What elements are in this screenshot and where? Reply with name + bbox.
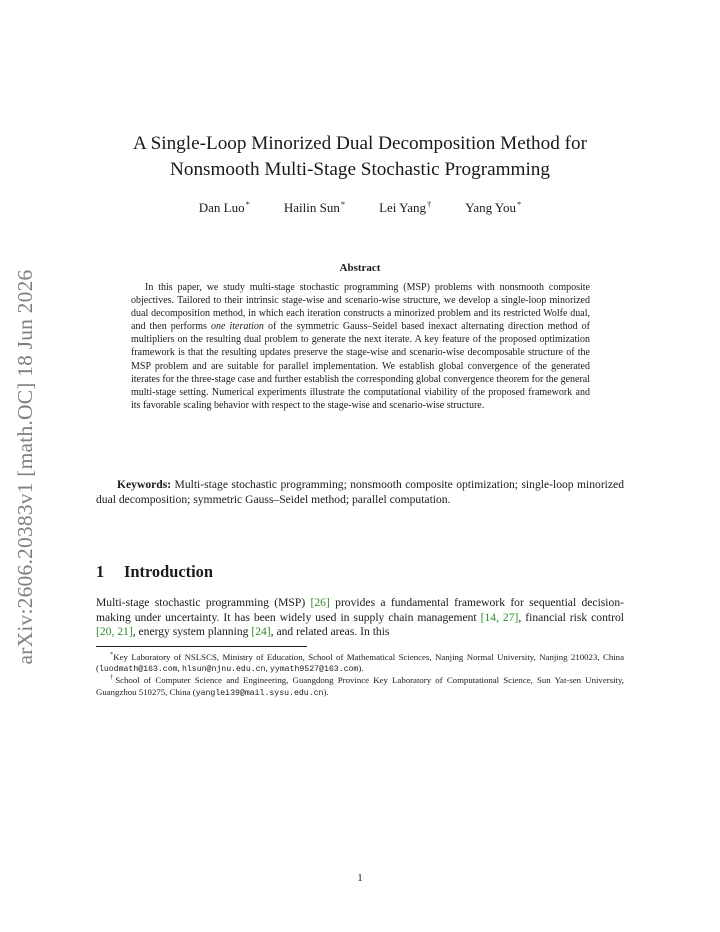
author-name: Lei Yang [379,200,427,215]
affiliation-mark: * [517,198,522,209]
author-name: Yang You [465,200,516,215]
affiliation-mark: † [427,198,432,209]
abstract-body [131,281,590,412]
footnote-2 [96,675,624,698]
author-2 [284,200,345,216]
separator: , [265,663,270,674]
citation-link[interactable]: [26] [310,596,330,609]
arxiv-identifier: arXiv:2606.20383v1 [math.OC] 18 Jun 2026 [13,269,37,665]
intro-text: , financial risk control [518,610,624,624]
footnotes [96,652,624,699]
keywords-paragraph [96,478,624,507]
footnote-1 [96,652,624,675]
author-3 [379,200,431,216]
footnote-text: School of Computer Science and Engineering, Guangdong Province Key Laboratory of Computational Science, Sun Yat-sen University, Guangzhou 510275, China ( [96,675,624,697]
keywords-label: Keywords: [117,478,172,491]
footnote-divider [96,646,307,647]
email-link[interactable]: yymath9527@163.com [269,665,359,675]
section-heading [96,562,213,582]
section-title: Introduction [124,562,213,581]
title-line-1: A Single-Loop Minorized Dual Decomposition Method for [132,133,588,154]
author-name: Dan Luo [198,200,245,215]
footnote-mark: † [110,674,116,682]
author-1 [199,200,250,216]
footnote-end: ). [323,686,329,697]
page-number: 1 [357,872,363,884]
footnote-end: ). [358,663,364,674]
author-name: Hailin Sun [283,200,340,215]
intro-paragraph [96,596,624,640]
keywords-text: Multi-stage stochastic programming; nonsmooth composite optimization; single-loop minorized dual decomposition; symmetric Gauss–Seidel method; parallel computation. [96,478,624,506]
section-number: 1 [96,562,105,581]
email-link[interactable]: yanglei39@mail.sysu.edu.cn [195,688,324,698]
separator: , [177,663,182,674]
abstract-text-part-2: of the symmetric Gauss–Seidel based inexact alternating direction method of multipliers on the resulting dual problem to generate the next iterate. A key feature of the proposed optimization framework is that the resulting updates preserve the stage-wise and scenario-wise decomposable structure of the MSP problem and are suitable for parallel implementation. We establish global convergence of the generated iterates for the three-stage case and further establish the corresponding global convergence theorem for the general multi-stage setting. Numerical experiments illustrate the computational viability of the proposed framework and its favorable scaling behavior with respect to the stage-wise and scenario-wise structure. [131,321,590,411]
intro-text: Multi-stage stochastic programming (MSP) [96,596,311,609]
author-4 [465,200,521,216]
paper-title [96,131,624,183]
intro-text: provides a fundamental framework for sequential decision-making under uncertainty. It has been widely used in supply chain management [96,596,624,624]
citation-link[interactable]: [24] [251,625,271,639]
citation-link[interactable]: [20, 21] [96,625,133,639]
footnote-text: Key Laboratory of NSLSCS, Ministry of Education, School of Mathematical Sciences, Nanjing Normal University, Nanjing 210023, China ( [96,652,624,674]
affiliation-mark: * [340,198,346,209]
footnote-mark: * [110,651,114,659]
title-line-2: Nonsmooth Multi-Stage Stochastic Programming [170,159,550,180]
author-list [96,200,624,216]
affiliation-mark: * [245,198,250,209]
email-link[interactable]: hlsun@njnu.edu.cn [181,665,266,675]
citation-link[interactable]: [14, 27] [480,610,519,624]
abstract-heading: Abstract [339,262,381,274]
abstract-emphasis: one iteration [210,321,264,333]
intro-text: , energy system planning [132,625,252,639]
abstract-text-part-1: In this paper, we study multi-stage stochastic programming (MSP) problems with nonsmooth composite objectives. Tailored to their intrinsic stage-wise and scenario-wise structure, we develop a single-loop minorized dual decomposition method, in which each iteration constructs a minorized problem and its restricted Wolfe dual, and then performs [131,282,590,333]
intro-text: , and related areas. In this [270,625,390,639]
email-link[interactable]: luodmath@163.com [98,665,178,675]
